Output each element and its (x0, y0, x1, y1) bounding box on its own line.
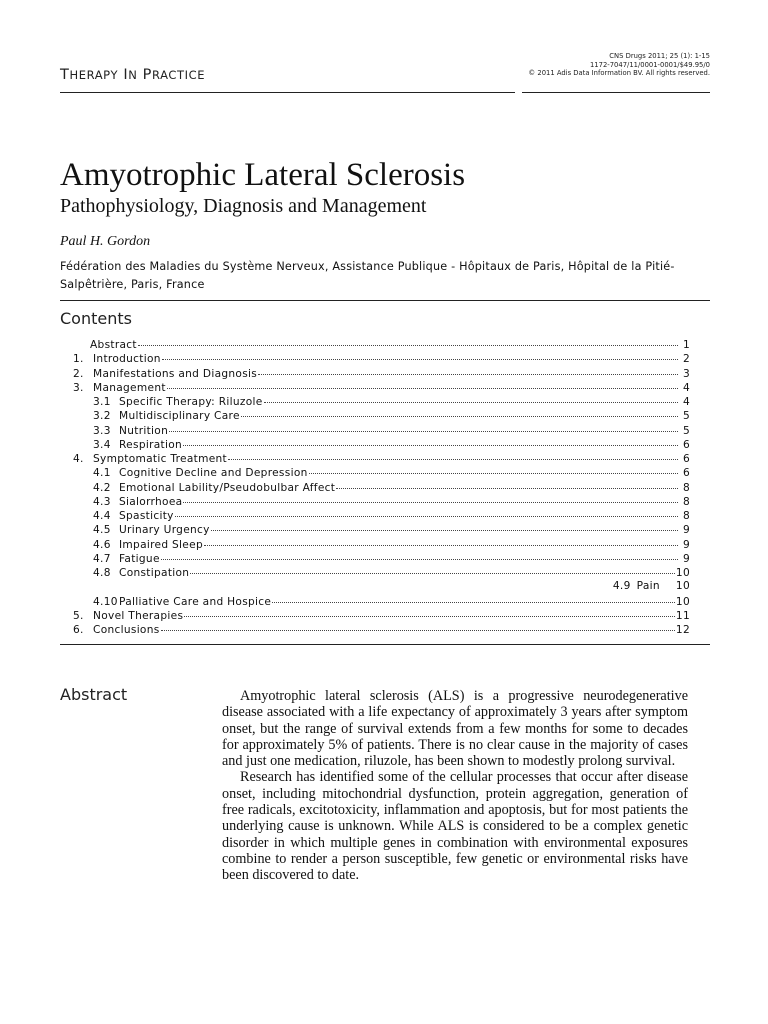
section-label-word-therapy: HERAPY (69, 68, 119, 82)
toc-dot-leader (161, 620, 675, 631)
toc-entry-title: Pain (636, 580, 660, 593)
toc-entry-number: 4.8 (93, 567, 111, 579)
toc-entry-title: Palliative Care and Hospice (119, 595, 272, 608)
toc-entry-page: 1 (682, 339, 690, 351)
toc-dot-leader (162, 349, 678, 360)
section-label-word-in: N (128, 68, 138, 82)
toc-entry-page: 6 (682, 453, 690, 465)
toc-dot-leader (190, 563, 675, 574)
toc-entry-number: 4.5 (93, 524, 111, 537)
header-rule-left (60, 92, 515, 93)
toc-dot-leader (241, 406, 678, 417)
toc-dot-leader (138, 335, 678, 346)
toc-entry-title: Novel Therapies (93, 609, 184, 622)
toc-entry-number: 3.1 (93, 396, 111, 408)
contents-heading: Contents (60, 309, 132, 328)
toc-entry-title: Cognitive Decline and Depression (119, 467, 308, 480)
toc-dot-leader (309, 463, 678, 474)
author-name: Paul H. Gordon (60, 234, 151, 249)
toc-dot-leader (336, 478, 678, 489)
toc-entry-page: 2 (682, 353, 690, 366)
toc-entry-title: Specific Therapy: Riluzole (119, 396, 263, 408)
toc-dot-leader (264, 392, 678, 403)
citation-issn-line: 1172-7047/11/0001-0001/$49.95/0 (589, 60, 710, 69)
toc-dot-leader (169, 421, 678, 432)
toc-entry-page: 10 (675, 580, 690, 593)
toc-entry-page: 8 (682, 510, 690, 522)
toc-dot-leader (204, 535, 678, 546)
author-affiliation: Fédération des Maladies du Système Nerveux, Assistance Publique - Hôpitaux de Paris, Hôpital de la Pitié-Salpêtrière, Paris, France (60, 260, 675, 291)
toc-entry-number: 3. (73, 381, 84, 394)
toc-entry-title: Management (93, 381, 166, 394)
citation-volume-line: CNS Drugs 2011; 25 (1): 1-15 (609, 52, 710, 60)
toc-entry-number: 4.2 (93, 481, 111, 494)
toc-entry-number: 4.4 (93, 510, 111, 522)
toc-entry-title: Urinary Urgency (119, 524, 210, 537)
section-label-initial-i: I (123, 67, 129, 83)
toc-entry-title: Abstract (90, 339, 137, 351)
toc-entry-page: 10 (675, 567, 690, 579)
toc-entry-title: Conclusions (93, 624, 160, 636)
toc-entry-number: 3.4 (93, 438, 111, 451)
toc-entry-number: 5. (73, 609, 84, 622)
toc-entry-title: Impaired Sleep (119, 538, 203, 551)
toc-entry-page: 9 (682, 538, 690, 551)
toc-entry-number: 6. (73, 624, 84, 636)
toc-entry-page: 4 (682, 381, 690, 394)
toc-entry-page: 8 (682, 481, 690, 494)
toc-dot-leader (161, 549, 678, 560)
toc-entry-title: Symptomatic Treatment (93, 453, 227, 465)
toc-entry-number: 4.7 (93, 552, 111, 565)
toc-dot-leader (184, 606, 675, 617)
toc-entry-number: 2. (73, 367, 84, 380)
toc-entry-number: 4.6 (93, 538, 111, 551)
article-subtitle: Pathophysiology, Diagnosis and Management (60, 195, 427, 217)
toc-entry[interactable] (62, 565, 690, 579)
abstract-paragraph: Amyotrophic lateral sclerosis (ALS) is a progressive neurodegenerative disease associated with a life expectancy of approximately 3 years after symptom onset, but the range of survival extends from a few months for some to decades for approximately 5% of patients. There is no clear cause in the majority of cases and just one medication, riluzole, has been shown to modestly prolong survival. (222, 688, 688, 770)
toc-entry-number: 4.3 (93, 495, 111, 508)
toc-dot-leader (211, 520, 678, 531)
toc-dot-leader (258, 364, 678, 375)
toc-entry-page: 6 (682, 467, 690, 480)
toc-entry-page: 5 (682, 410, 690, 423)
toc-entry-title: Emotional Lability/Pseudobulbar Affect (119, 481, 336, 494)
journal-citation (528, 52, 710, 78)
toc-entry-page: 3 (682, 367, 690, 380)
toc-entry-page: 9 (682, 524, 690, 537)
toc-entry-number: 4.10 (93, 595, 118, 608)
toc-entry-number: 4.1 (93, 467, 111, 480)
toc-dot-leader (228, 449, 678, 460)
toc-entry-title: Respiration (119, 438, 183, 451)
article-title: Amyotrophic Lateral Sclerosis (60, 157, 466, 193)
toc-entry-number: 3.3 (93, 424, 111, 437)
table-of-contents (62, 337, 690, 636)
toc-entry-title: Spasticity (119, 510, 174, 522)
toc-entry-page: 11 (675, 609, 690, 622)
toc-entry-number: 3.2 (93, 410, 111, 423)
contents-divider (60, 644, 710, 645)
section-label-word-practice: RACTICE (151, 68, 206, 82)
toc-dot-leader (272, 592, 675, 603)
toc-entry-page: 12 (675, 624, 690, 636)
toc-entry-title: Sialorrhoea (119, 495, 183, 508)
affiliation-divider (60, 300, 710, 301)
header-rule-right (522, 92, 710, 93)
toc-entry-title: Multidisciplinary Care (119, 410, 240, 423)
journal-section-label (60, 67, 205, 83)
toc-entry-page: 10 (675, 595, 690, 608)
abstract-body (222, 688, 688, 884)
toc-entry-title: Fatigue (119, 552, 160, 565)
toc-entry-page: 9 (682, 552, 690, 565)
section-label-initial-p: P (142, 67, 152, 83)
toc-entry-page: 8 (682, 495, 690, 508)
toc-dot-leader (183, 492, 678, 503)
toc-entry-number: 4. (73, 453, 84, 465)
toc-entry-number: 1. (73, 353, 84, 366)
toc-entry-page: 4 (682, 396, 690, 408)
toc-entry-title: Introduction (93, 353, 161, 366)
toc-entry-title: Constipation (119, 567, 190, 579)
abstract-paragraph: Research has identified some of the cellular processes that occur after disease onset, including mitochondrial dysfunction, protein aggregation, generation of free radicals, excitotoxicity, inflammation and apoptosis, but for most patients the underlying cause is unknown. While ALS is considered to be a complex genetic disorder in which multiple genes in combination with environmental exposures combine to render a person susceptible, few genetic or environmental risks have been discovered to date. (222, 769, 688, 884)
toc-dot-leader (175, 506, 678, 517)
toc-entry-page: 6 (682, 438, 690, 451)
toc-entry[interactable] (62, 622, 690, 636)
abstract-heading: Abstract (60, 685, 128, 704)
toc-dot-leader (183, 435, 678, 446)
toc-entry-title: Manifestations and Diagnosis (93, 367, 258, 380)
toc-dot-leader (167, 378, 678, 389)
toc-entry-title: Nutrition (119, 424, 169, 437)
section-label-initial-t: T (60, 67, 70, 83)
toc-entry-number: 4.9 (612, 580, 631, 593)
citation-copyright-line: © 2011 Adis Data Information BV. All rights reserved. (528, 69, 710, 78)
toc-entry-page: 5 (682, 424, 690, 437)
